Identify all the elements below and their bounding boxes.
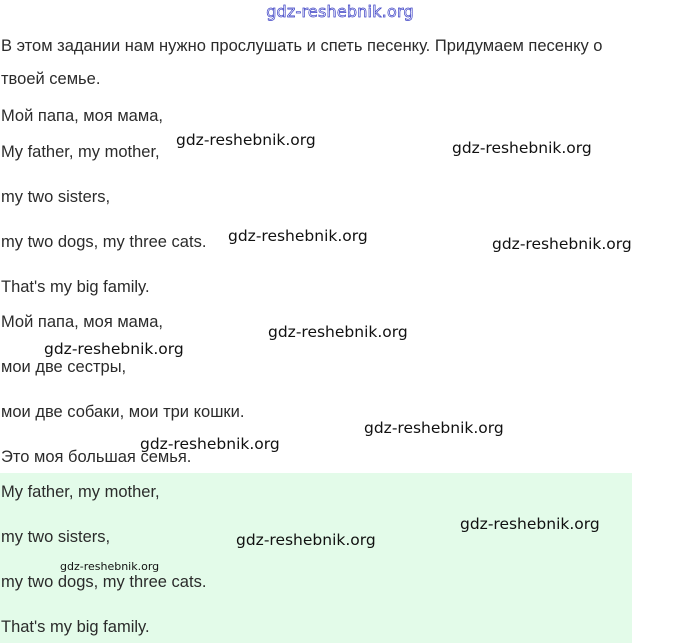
- watermark-small: gdz-reshebnik.org: [60, 560, 160, 573]
- text-line: That's my big family.: [1, 618, 150, 636]
- text-line: my two sisters,: [1, 188, 111, 206]
- watermark: gdz-reshebnik.org: [176, 131, 316, 149]
- site-header-watermark: gdz-reshebnik.org: [266, 2, 414, 21]
- text-line: my two dogs, my three cats.: [1, 573, 207, 591]
- watermark: gdz-reshebnik.org: [452, 139, 592, 157]
- watermark: gdz-reshebnik.org: [364, 419, 504, 437]
- text-line: Мой папа, моя мама,: [1, 107, 163, 125]
- text-line: my two dogs, my three cats.: [1, 233, 207, 251]
- text-line: твоей семье.: [1, 70, 101, 88]
- text-line: my two sisters,: [1, 528, 111, 546]
- text-line: мои две сестры,: [1, 358, 127, 376]
- text-line: мои две собаки, мои три кошки.: [1, 403, 245, 421]
- watermark: gdz-reshebnik.org: [140, 435, 280, 453]
- text-line: That's my big family.: [1, 278, 150, 296]
- watermark: gdz-reshebnik.org: [492, 235, 632, 253]
- text-line: Мой папа, моя мама,: [1, 313, 163, 331]
- watermark: gdz-reshebnik.org: [236, 531, 376, 549]
- watermark: gdz-reshebnik.org: [44, 340, 184, 358]
- text-line: My father, my mother,: [1, 143, 160, 161]
- watermark: gdz-reshebnik.org: [460, 515, 600, 533]
- text-line: В этом задании нам нужно прослушать и спеть песенку. Придумаем песенку о: [1, 37, 603, 55]
- watermark: gdz-reshebnik.org: [228, 227, 368, 245]
- text-line: Это моя большая семья.: [1, 448, 192, 466]
- watermark: gdz-reshebnik.org: [268, 323, 408, 341]
- text-line: My father, my mother,: [1, 483, 160, 501]
